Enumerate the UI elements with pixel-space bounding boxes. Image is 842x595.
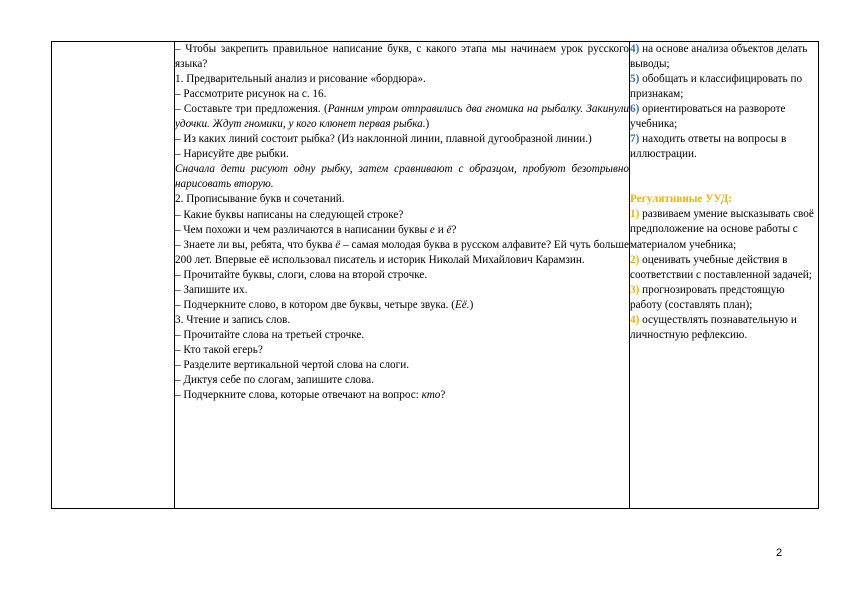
lesson-paragraph: [175, 132, 629, 147]
text-run: ?: [451, 223, 457, 236]
empty-stage-cell: [52, 42, 175, 509]
lesson-paragraph: [175, 192, 629, 207]
uud-item-text: осуществлять познавательную и личностную рефлексию.: [630, 313, 797, 341]
text-run: – Запишите их.: [175, 283, 248, 296]
text-run: 1. Предварительный анализ и рисование «бордюра».: [175, 73, 426, 86]
regulative-uud-list: [630, 207, 818, 342]
lesson-paragraph: [175, 102, 629, 132]
text-run: – Прочитайте буквы, слоги, слова на второй строчке.: [175, 268, 428, 281]
lesson-paragraph: [175, 147, 629, 162]
uud-item-number: 7): [630, 133, 640, 146]
uud-item-text: ориентироваться на развороте учебника;: [630, 103, 786, 131]
text-run: – Прочитайте слова на третьей строчке.: [175, 328, 365, 341]
uud-item: [630, 132, 818, 162]
text-run: – Какие буквы написаны на следующей строке?: [175, 208, 404, 221]
text-run: – Знаете ли вы, ребята, что буква: [175, 238, 336, 251]
uud-item: [630, 102, 818, 132]
lesson-paragraph: [175, 42, 629, 72]
lesson-content-cell: [175, 42, 630, 509]
lesson-paragraph: [175, 72, 629, 87]
table-row: [52, 42, 819, 509]
text-run: – Чтобы закрепить правильное написание букв, с какого этапа мы начинаем урок русского языка?: [175, 43, 629, 71]
uud-item: [630, 207, 818, 252]
lesson-paragraph: [175, 87, 629, 102]
italic-text: ё: [446, 223, 452, 236]
uud-item-number: 5): [630, 73, 640, 86]
uud-item-text: находить ответы на вопросы в иллюстрации.: [630, 133, 787, 161]
text-run: – Кто такой егерь?: [175, 343, 263, 356]
uud-item-number: 4): [630, 43, 640, 55]
text-run: – Диктуя себе по слогам, запишите слова.: [175, 374, 374, 387]
uud-item-number: 1): [630, 208, 640, 221]
lesson-paragraph: [175, 328, 629, 343]
text-run: – Подчеркните слово, в котором две буквы, четыре звука. (: [175, 298, 455, 311]
italic-text: е: [429, 223, 435, 236]
text-run: – самая молодая буква в русском алфавите? Ей чуть больше 200 лет. Впервые её использовал писатель и историк Николай Михайлович Карамзин.: [175, 238, 629, 266]
lesson-paragraph: [175, 283, 629, 298]
regulative-uud-heading: Регулятивные УУД:: [630, 193, 733, 206]
text-run: – Нарисуйте две рыбки.: [175, 148, 289, 161]
text-run: – Чем похожи и чем различаются в написании буквы: [175, 223, 430, 236]
lesson-paragraph: [175, 223, 629, 238]
lesson-paragraph: [175, 358, 629, 373]
uud-item: [630, 313, 818, 343]
uud-item-number: 6): [630, 103, 640, 116]
italic-text: Её.: [454, 298, 470, 311]
uud-item: [630, 253, 818, 283]
text-run: 3. Чтение и запись слов.: [175, 313, 291, 326]
text-run: – Разделите вертикальной чертой слова на слоги.: [175, 358, 410, 371]
text-run: ): [469, 298, 474, 311]
lesson-paragraph: [175, 343, 629, 358]
lesson-paragraph: [175, 373, 629, 388]
cognitive-uud-list: [630, 42, 818, 162]
uud-item: [630, 42, 818, 72]
page-number: 2: [776, 547, 783, 559]
uud-item-number: 3): [630, 283, 640, 296]
uud-item-text: обобщать и классифицировать по признакам;: [630, 73, 803, 101]
italic-text: ё: [335, 238, 341, 251]
lesson-table: [51, 41, 819, 509]
text-run: – Из каких линий состоит рыбка? (Из наклонной линии, плавной дугообразной линии.): [175, 133, 592, 146]
lesson-paragraph: [175, 238, 629, 268]
text-run: 2. Прописывание букв и сочетаний.: [175, 193, 345, 206]
lesson-paragraph: [175, 298, 629, 313]
uud-item-number: 2): [630, 253, 640, 266]
text-run: ?: [440, 389, 446, 402]
lesson-paragraph: [175, 268, 629, 283]
italic-text: кто: [421, 389, 441, 402]
uud-item-text: развиваем умение высказывать своё предположение на основе работы с материалом учебника;: [630, 208, 814, 251]
uud-item-number: 4): [630, 313, 640, 326]
uud-item: [630, 283, 818, 313]
italic-text: Ранним утром отправились два гномика на рыбалку. Закинули удочки. Ждут гномики, у кого клюнет первая рыбка.: [175, 103, 629, 131]
uud-cell: [630, 42, 819, 509]
text-run: и: [434, 223, 447, 236]
text-run: ): [425, 118, 430, 131]
lesson-paragraph: [175, 388, 629, 403]
uud-item-text: прогнозировать предстоящую работу (составлять план);: [630, 283, 785, 311]
italic-text: Сначала дети рисуют одну рыбку, затем сравнивают с образцом, пробуют безотрывно нарисовать вторую.: [175, 163, 629, 191]
lesson-paragraph: [175, 313, 629, 328]
uud-item: [630, 72, 818, 102]
text-run: – Составьте три предложения. (: [175, 103, 328, 116]
uud-item-text: на основе анализа объектов делать выводы;: [630, 43, 808, 71]
lesson-paragraph: [175, 162, 629, 192]
lesson-paragraph: [175, 208, 629, 223]
text-run: – Рассмотрите рисунок на с. 16.: [175, 88, 327, 101]
text-run: – Подчеркните слова, которые отвечают на вопрос:: [175, 389, 422, 402]
uud-item-text: оценивать учебные действия в соответствии с поставленной задачей;: [630, 253, 812, 281]
